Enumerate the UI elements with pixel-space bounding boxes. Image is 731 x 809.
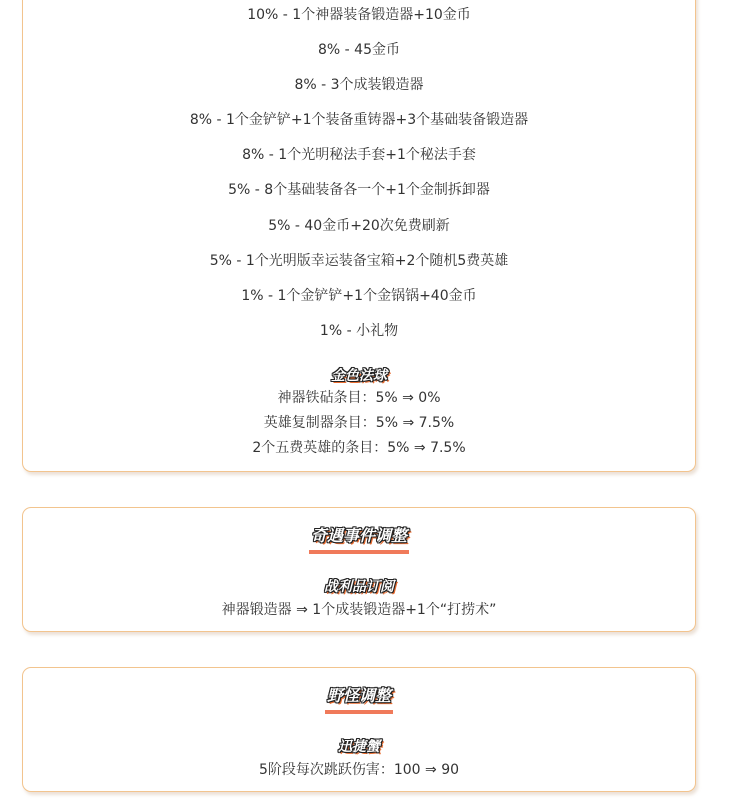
drop-rate-line: 8% - 1个金铲铲+1个装备重铸器+3个基础装备锻造器: [189, 112, 529, 128]
drop-rate-line: 10% - 1个神器装备锻造器+10金币: [247, 7, 471, 23]
gold-orb-item: 英雄复制器条目：5% ⇒ 7.5%: [263, 415, 455, 431]
title-underline: [325, 710, 393, 714]
change-line: 5阶段每次跳跃伤害：100 ⇒ 90: [258, 762, 460, 778]
gold-orb-item: 神器铁砧条目：5% ⇒ 0%: [277, 390, 441, 406]
drop-rate-line: 1% - 小礼物: [319, 323, 399, 339]
gold-orb-item: 2个五费英雄的条目：5% ⇒ 7.5%: [252, 440, 466, 456]
section-heading: [23, 526, 695, 554]
gold-orb-heading: 金色法球: [331, 368, 387, 384]
drop-rate-line: 1% - 1个金铲铲+1个金锅锅+40金币: [241, 288, 477, 304]
loot-table-card: [22, 0, 696, 472]
drop-rate-line: 5% - 1个光明版幸运装备宝箱+2个随机5费英雄: [209, 253, 509, 269]
section-heading: [23, 686, 695, 714]
encounter-adjustment-card: [22, 507, 696, 632]
section-title: 野怪调整: [326, 686, 391, 705]
section-title: 奇遇事件调整: [310, 526, 407, 545]
drop-rate-line: 8% - 3个成装锻造器: [294, 77, 424, 93]
drop-rate-line: 8% - 1个光明秘法手套+1个秘法手套: [242, 147, 476, 163]
drop-rate-line: 5% - 8个基础装备各一个+1个金制拆卸器: [228, 182, 490, 198]
monster-adjustment-card: [22, 667, 696, 792]
sub-heading: 迅捷蟹: [338, 739, 380, 755]
drop-rate-line: 5% - 40金币+20次免费刷新: [268, 218, 450, 234]
sub-heading: 战利品订阅: [324, 579, 394, 595]
title-underline: [309, 550, 409, 554]
drop-rate-line: 8% - 45金币: [318, 42, 400, 58]
change-line: 神器锻造器 ⇒ 1个成装锻造器+1个“打捞术”: [221, 602, 497, 618]
